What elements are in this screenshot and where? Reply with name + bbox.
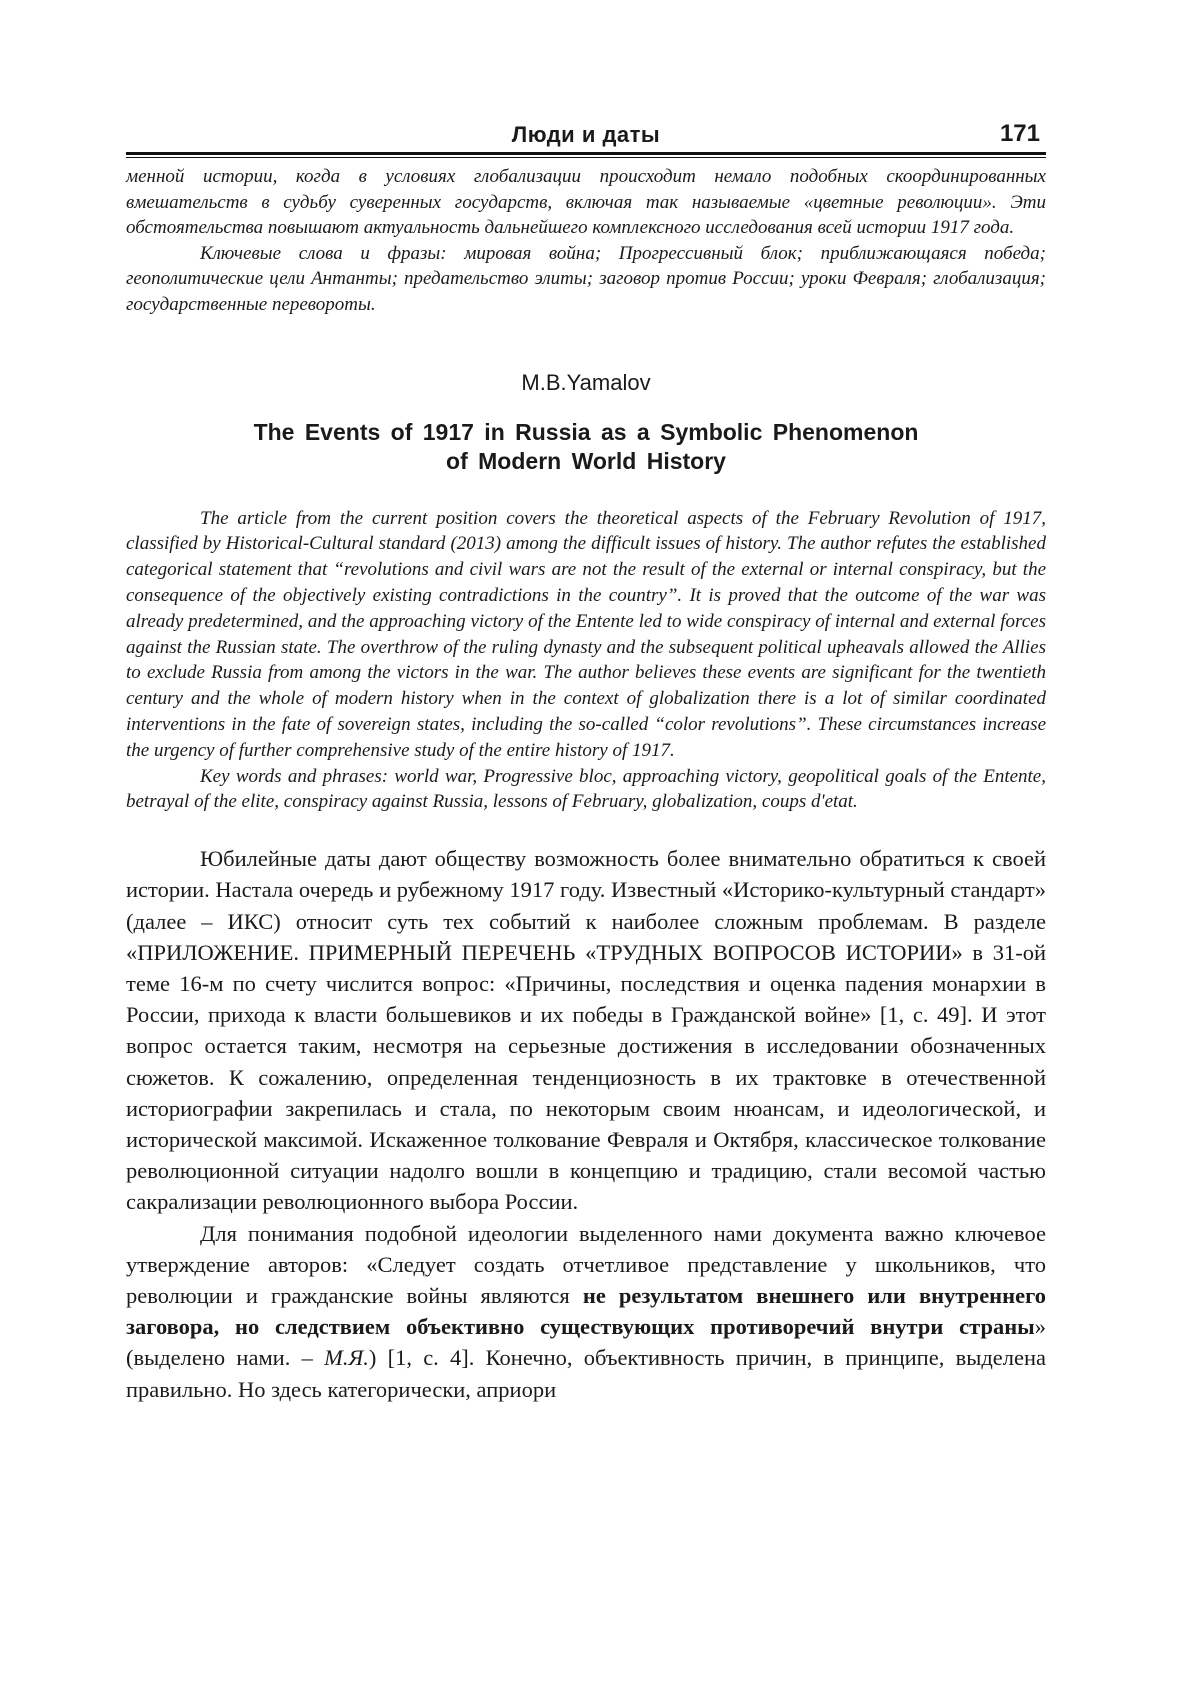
paragraph-2-initials: М.Я. bbox=[324, 1345, 369, 1371]
running-header bbox=[126, 120, 1046, 150]
paragraph-2-end: ) [1, с. 4]. Конечно, объективность причин, в принципе, выделена правильно. Но здесь категорически, априори bbox=[126, 1345, 1046, 1402]
author-name: M.B.Yamalov bbox=[521, 369, 651, 395]
article-title bbox=[126, 418, 1046, 476]
page-number: 171 bbox=[999, 120, 1040, 147]
journal-page bbox=[126, 120, 1046, 1405]
paragraph-2-bold-quote: не результатом внешнего или внутреннего заговора, но следствием объективно существующих противоречий внутри страны bbox=[126, 1282, 1046, 1340]
english-abstract bbox=[126, 506, 1046, 816]
section-title: Люди и даты bbox=[511, 122, 661, 147]
body-paragraph-2 bbox=[126, 1218, 1046, 1405]
russian-abstract-continuation: менной истории, когда в условиях глобализации происходит немало подобных скоординированных вмешательств в судьбу суверенных государств, включая так называемые «цветные революции». Эти обстоятельства повышают актуальность дальнейшего комплексного исследования всей истории 1917 года. bbox=[126, 166, 1046, 239]
article-title-line-2: of Modern World History bbox=[446, 447, 726, 474]
english-abstract-text: The article from the current position covers the theoretical aspects of the February Revolution of 1917, classified by Historical-Cultural standard (2013) among the difficult issues of history. The author refutes the established categorical statement that “revolutions and civil wars are not the result of the external or internal conspiracy, but the consequence of the objectively existing contradictions in the country”. It is proved that the outcome of the war was already predetermined, and the approaching victory of the Entente led to wide conspiracy of internal and external forces against the Russian state. The overthrow of the ruling dynasty and the subsequent political upheavals allowed the Allies to exclude Russia from among the victors in the war. The author believes these events are significant for the twentieth century and the whole of modern history when in the context of globalization there is a lot of similar coordinated interventions in the fate of sovereign states, including the so-called “color revolutions”. These circumstances increase the urgency of further comprehensive study of the entire history of 1917. bbox=[126, 507, 1046, 761]
russian-abstract bbox=[126, 164, 1046, 318]
article-body bbox=[126, 843, 1046, 1405]
header-rule bbox=[126, 152, 1046, 158]
paragraph-2-middle: » (выделено нами. – bbox=[126, 1314, 1046, 1371]
english-keywords: Key words and phrases: world war, Progressive bloc, approaching victory, geopolitical goals of the Entente, betrayal of the elite, conspiracy against Russia, lessons of February, globalization, coups d'etat. bbox=[126, 765, 1046, 813]
paragraph-2-start: Для понимания подобной идеологии выделенного нами документа важно ключевое утверждение авторов: «Следует создать отчетливое представление у школьников, что революции и гражданские войны являются bbox=[126, 1220, 1046, 1308]
article-title-line-1: The Events of 1917 in Russia as a Symbolic Phenomenon bbox=[253, 418, 919, 445]
body-paragraph-1: Юбилейные даты дают обществу возможность более внимательно обратиться к своей истории. Настала очередь и рубежному 1917 году. Известный «Историко-культурный стандарт» (далее – ИКС) относит суть тех событий к наиболее сложным проблемам. В разделе «ПРИЛОЖЕНИЕ. ПРИМЕРНЫЙ ПЕРЕЧЕНЬ «ТРУДНЫХ ВОПРОСОВ ИСТОРИИ» в 31-ой теме 16-м по счету числится вопрос: «Причины, последствия и оценка падения монархии в России, прихода к власти большевиков и их победы в Гражданской войне» [1, с. 49]. И этот вопрос остается таким, несмотря на серьезные достижения в исследовании обозначенных сюжетов. К сожалению, определенная тенденциозность в их трактовке в отечественной историографии закрепилась и стала, по некоторым своим нюансам, и идеологической, и исторической максимой. Искаженное толкование Февраля и Октября, классическое толкование революционной ситуации надолго вошли в концепцию и традицию, стали весомой частью сакрализации революционного выбора России. bbox=[126, 846, 1046, 1215]
russian-keywords: Ключевые слова и фразы: мировая война; Прогрессивный блок; приближающаяся победа; геополитические цели Антанты; предательство элиты; заговор против России; уроки Февраля; глобализация; государственные перевороты. bbox=[126, 242, 1046, 315]
